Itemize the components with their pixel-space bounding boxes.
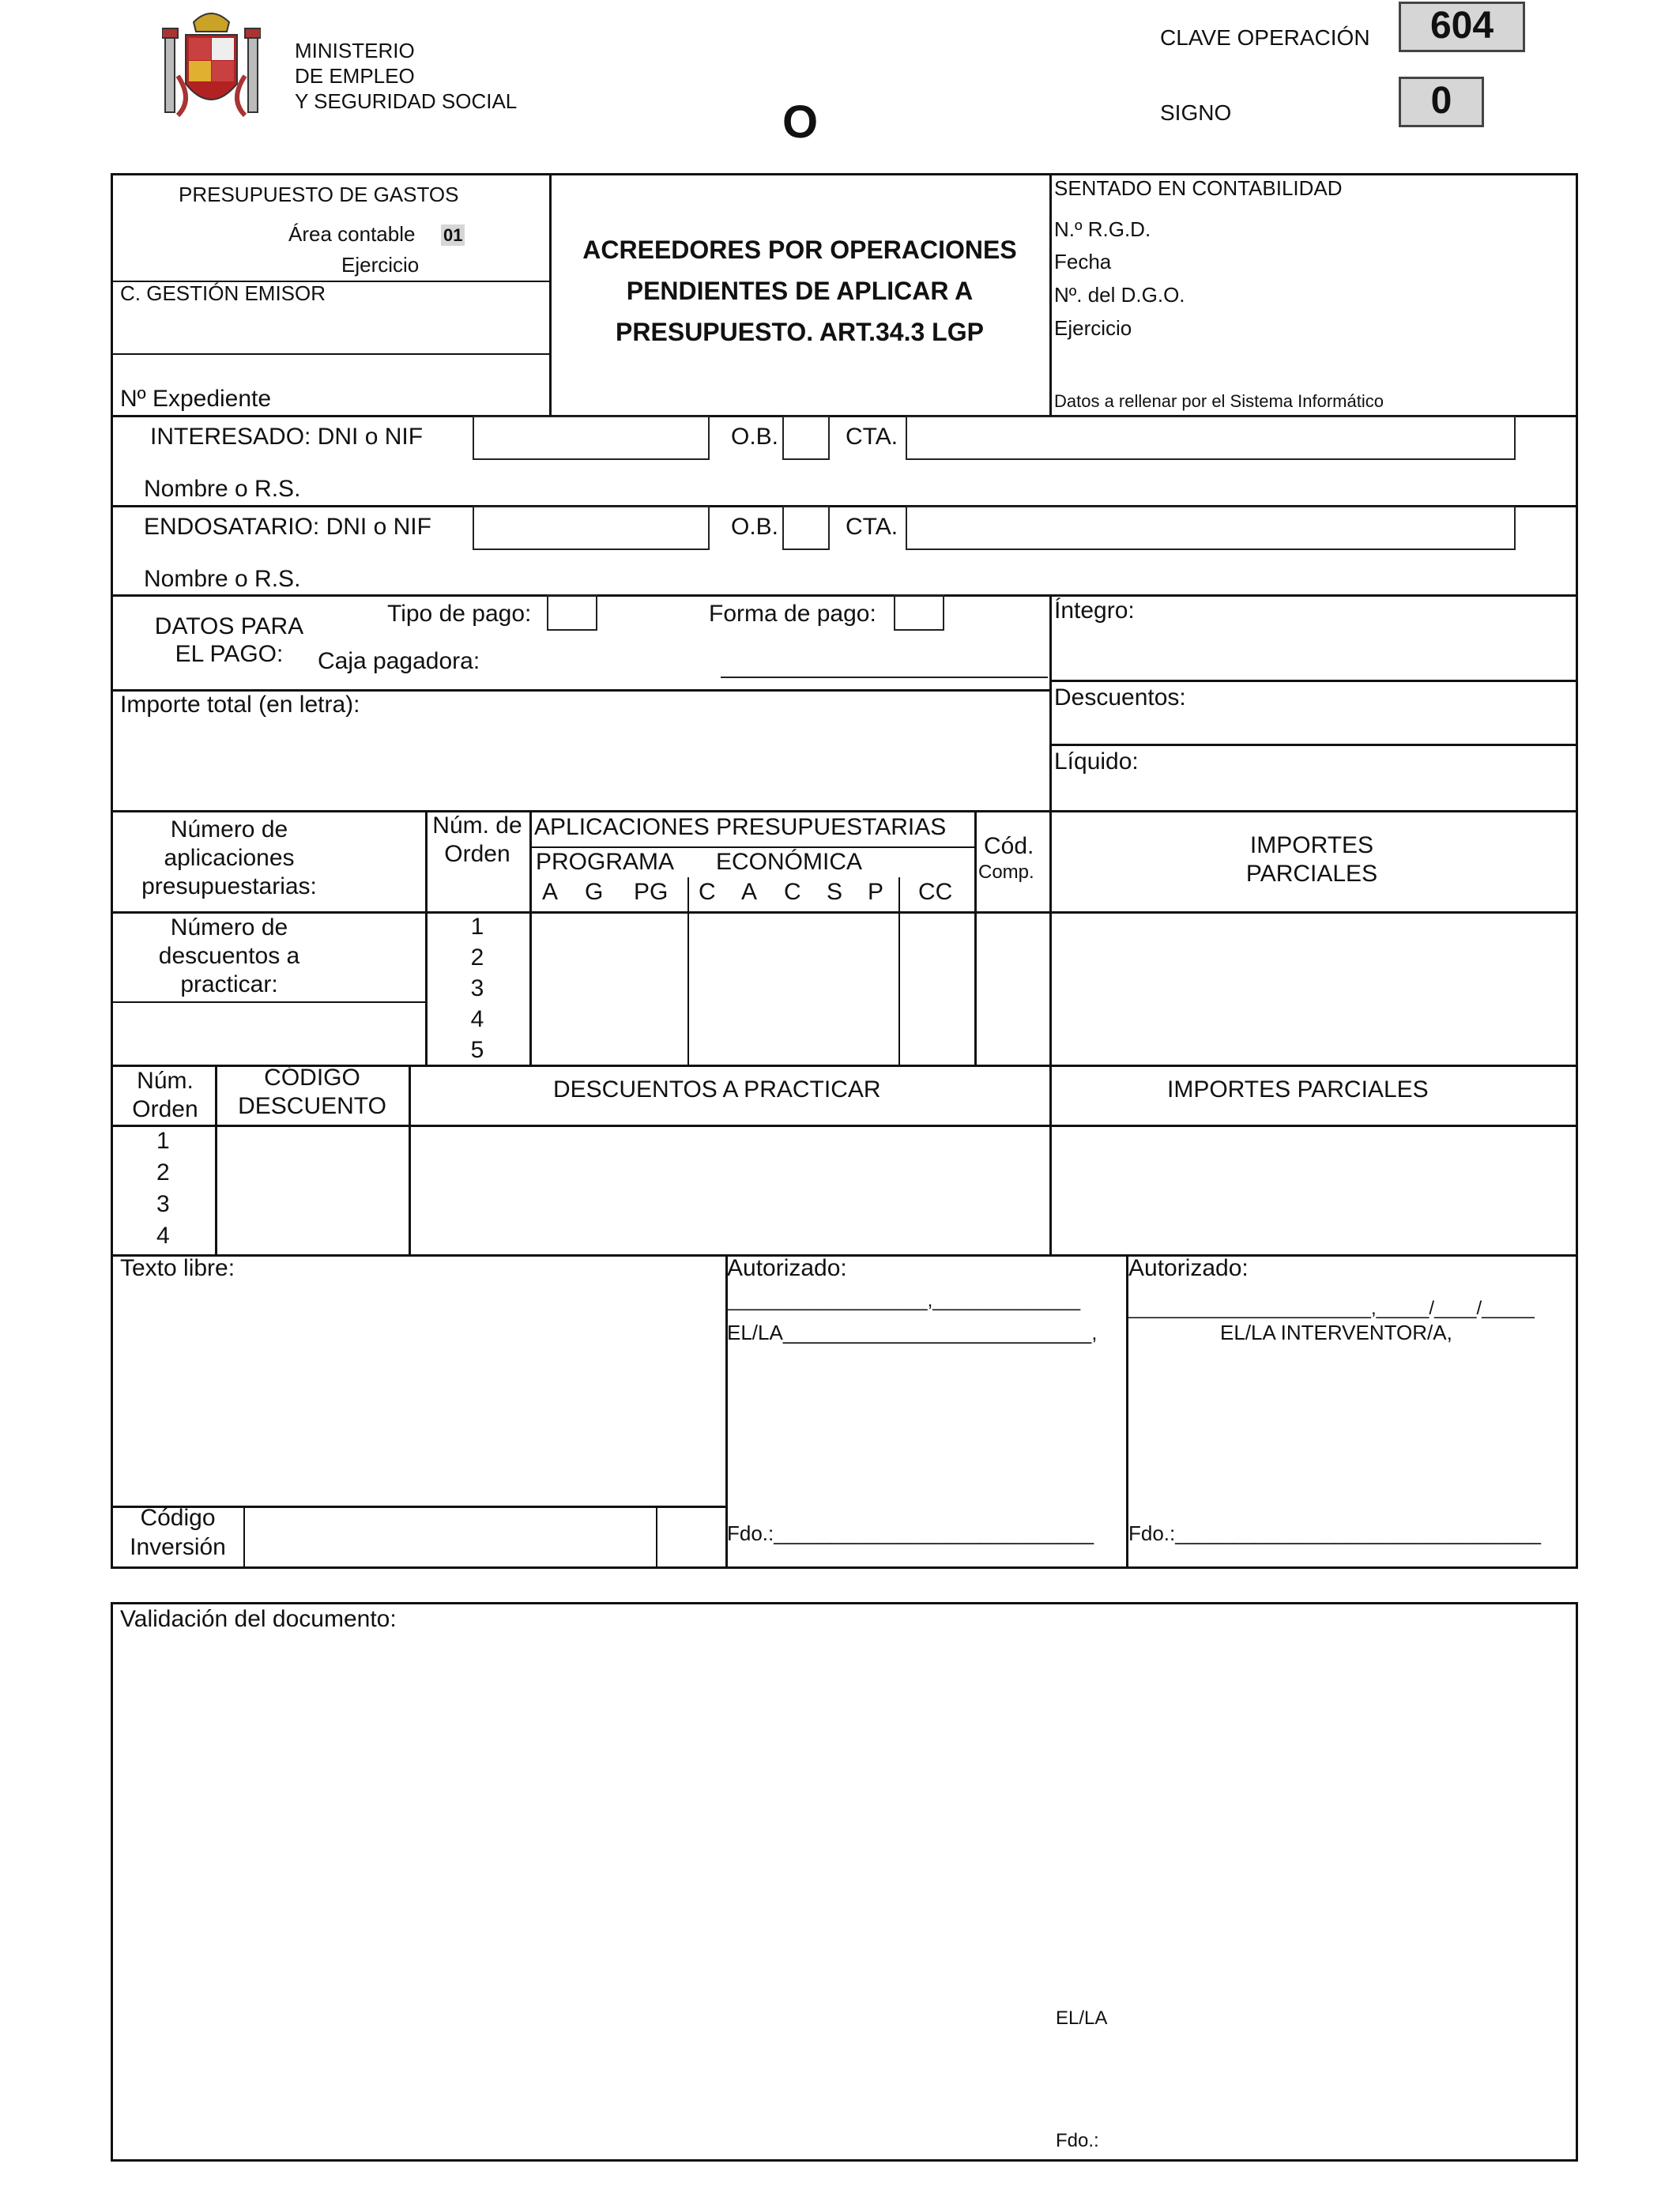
apl-row-numbers bbox=[427, 911, 528, 1065]
economica-label: ECONÓMICA bbox=[716, 849, 863, 875]
sub-p: P bbox=[868, 879, 884, 905]
presupuesto-gastos-label: PRESUPUESTO DE GASTOS bbox=[179, 183, 459, 206]
num-aplicaciones-label: Número de aplicaciones presupuestarias: bbox=[141, 816, 317, 899]
apl-row-3: 3 bbox=[470, 975, 484, 1001]
endosatario-cta-label: CTA. bbox=[846, 514, 898, 540]
texto-libre-label: Texto libre: bbox=[120, 1255, 235, 1281]
datos-pago-label bbox=[119, 613, 340, 668]
apl-row-1: 1 bbox=[470, 914, 484, 940]
document-letter: O bbox=[782, 96, 819, 148]
interesado-cta-label: CTA. bbox=[846, 424, 898, 450]
desc-row-numbers bbox=[156, 1125, 170, 1252]
sub-g: G bbox=[585, 879, 604, 905]
endosatario-dni-label: ENDOSATARIO: DNI o NIF bbox=[144, 514, 431, 540]
autorizado2-fecha-line[interactable]: _______________________,_____/____/_____ bbox=[1128, 1298, 1535, 1319]
expediente-label: Nº Expediente bbox=[120, 386, 272, 412]
validacion-fdo: Fdo.: bbox=[1056, 2130, 1099, 2151]
sistema-note: Datos a rellenar por el Sistema Informático bbox=[1054, 391, 1384, 411]
endosatario-ob-label: O.B. bbox=[731, 514, 779, 540]
apl-row-5: 5 bbox=[470, 1037, 484, 1063]
importe-letra-label: Importe total (en letra): bbox=[120, 692, 360, 718]
num-descuentos-label: Número de descuentos a practicar: bbox=[158, 914, 300, 997]
autorizado1-fecha-line[interactable]: ___________________,______________ bbox=[727, 1290, 1081, 1311]
interventor-label: EL/LA INTERVENTOR/A, bbox=[1220, 1321, 1452, 1344]
ejercicio-label: Ejercicio bbox=[341, 253, 420, 277]
codigo-inversion-line2: Inversión bbox=[130, 1534, 226, 1560]
desc-row-3: 3 bbox=[156, 1191, 170, 1217]
sub-a2: A bbox=[741, 879, 758, 905]
apl-row-4: 4 bbox=[470, 1006, 484, 1032]
caja-pagadora-line[interactable] bbox=[721, 677, 1048, 678]
tipo-pago-field[interactable] bbox=[547, 594, 597, 631]
cod-label: Cód. bbox=[984, 833, 1034, 859]
signo-value: 0 bbox=[1399, 77, 1484, 127]
datos-pago-line1: DATOS PARA bbox=[154, 613, 304, 639]
sub-c1: C bbox=[699, 879, 716, 905]
endosatario-ob-field[interactable] bbox=[782, 506, 830, 550]
ministry-line1: MINISTERIO bbox=[295, 39, 415, 62]
caja-pagadora-label: Caja pagadora: bbox=[318, 648, 480, 674]
document-title bbox=[551, 229, 1049, 352]
sub-a: A bbox=[542, 879, 559, 905]
interesado-cta-field[interactable] bbox=[906, 416, 1516, 460]
area-contable-value: 01 bbox=[441, 224, 465, 246]
title-line1: ACREEDORES POR OPERACIONES bbox=[582, 236, 1017, 264]
sub-pg: PG bbox=[634, 879, 669, 905]
endosatario-cta-field[interactable] bbox=[906, 506, 1516, 550]
desc-row-4: 4 bbox=[156, 1223, 170, 1249]
ministry-line3: Y SEGURIDAD SOCIAL bbox=[295, 89, 518, 113]
descuentos-practicar-label: DESCUENTOS A PRACTICAR bbox=[553, 1076, 881, 1103]
interesado-dni-field[interactable] bbox=[473, 416, 710, 460]
title-line3: PRESUPUESTO. ART.34.3 LGP bbox=[616, 318, 984, 346]
aplicaciones-header: APLICACIONES PRESUPUESTARIAS bbox=[534, 814, 947, 840]
codigo-descuento-label: CÓDIGO DESCUENTO bbox=[238, 1065, 386, 1119]
interesado-ob-field[interactable] bbox=[782, 416, 830, 460]
datos-pago-line2: EL PAGO: bbox=[175, 640, 284, 667]
sub-s: S bbox=[827, 879, 843, 905]
signo-label: SIGNO bbox=[1160, 100, 1232, 125]
autorizado2-label: Autorizado: bbox=[1128, 1255, 1249, 1281]
validacion-frame bbox=[111, 1602, 1578, 2162]
importes-parciales-header: IMPORTES PARCIALES bbox=[1245, 832, 1378, 887]
validacion-label: Validación del documento: bbox=[120, 1606, 397, 1632]
interesado-nombre-label: Nombre o R.S. bbox=[144, 476, 301, 502]
forma-pago-field[interactable] bbox=[894, 594, 944, 631]
coat-of-arms-icon bbox=[162, 5, 261, 123]
clave-operacion-label: CLAVE OPERACIÓN bbox=[1160, 25, 1370, 50]
interesado-ob-label: O.B. bbox=[731, 424, 779, 450]
descuentos-label: Descuentos: bbox=[1054, 684, 1186, 711]
autorizado1-label: Autorizado: bbox=[727, 1255, 847, 1281]
validacion-el-la: EL/LA bbox=[1056, 2007, 1108, 2029]
codigo-inversion-field[interactable] bbox=[245, 1507, 656, 1567]
sub-cc: CC bbox=[918, 879, 953, 905]
desc-row-2: 2 bbox=[156, 1159, 170, 1186]
forma-pago-label: Forma de pago: bbox=[709, 601, 876, 627]
ministry-line2: DE EMPLEO bbox=[295, 64, 415, 88]
desc-num-orden-label: Núm. Orden bbox=[132, 1068, 198, 1122]
clave-operacion-value: 604 bbox=[1399, 2, 1525, 52]
sentado-contabilidad-label: SENTADO EN CONTABILIDAD bbox=[1054, 176, 1343, 200]
autorizado1-el-la-line[interactable]: EL/LA___________________________, bbox=[727, 1321, 1098, 1344]
endosatario-dni-field[interactable] bbox=[473, 506, 710, 550]
rgd-label: N.º R.G.D. bbox=[1054, 217, 1151, 241]
interesado-dni-label: INTERESADO: DNI o NIF bbox=[150, 424, 424, 450]
tipo-pago-label: Tipo de pago: bbox=[387, 601, 532, 627]
autorizado1-fdo-line[interactable]: Fdo.:____________________________ bbox=[727, 1521, 1094, 1545]
programa-label: PROGRAMA bbox=[536, 849, 675, 875]
ejercicio2-label: Ejercicio bbox=[1054, 316, 1132, 340]
num-orden-label: Núm. de Orden bbox=[432, 812, 522, 867]
codigo-inversion-line1: Código bbox=[140, 1505, 216, 1531]
autorizado2-fdo-line[interactable]: Fdo.:________________________________ bbox=[1128, 1521, 1541, 1545]
gestion-emisor-label: C. GESTIÓN EMISOR bbox=[120, 281, 326, 305]
fecha-label: Fecha bbox=[1054, 250, 1112, 273]
desc-importes-parciales-label: IMPORTES PARCIALES bbox=[1167, 1076, 1429, 1103]
apl-row-2: 2 bbox=[470, 944, 484, 971]
comp-label: Comp. bbox=[978, 861, 1034, 883]
dgo-label: Nº. del D.G.O. bbox=[1054, 283, 1185, 307]
codigo-inversion-label bbox=[119, 1503, 237, 1562]
endosatario-nombre-label: Nombre o R.S. bbox=[144, 566, 301, 592]
liquido-label: Líquido: bbox=[1054, 748, 1139, 775]
title-line2: PENDIENTES DE APLICAR A bbox=[626, 277, 974, 305]
integro-label: Íntegro: bbox=[1054, 598, 1135, 624]
sub-c2: C bbox=[784, 879, 801, 905]
desc-row-1: 1 bbox=[156, 1128, 170, 1154]
area-contable-label: Área contable bbox=[288, 222, 416, 246]
